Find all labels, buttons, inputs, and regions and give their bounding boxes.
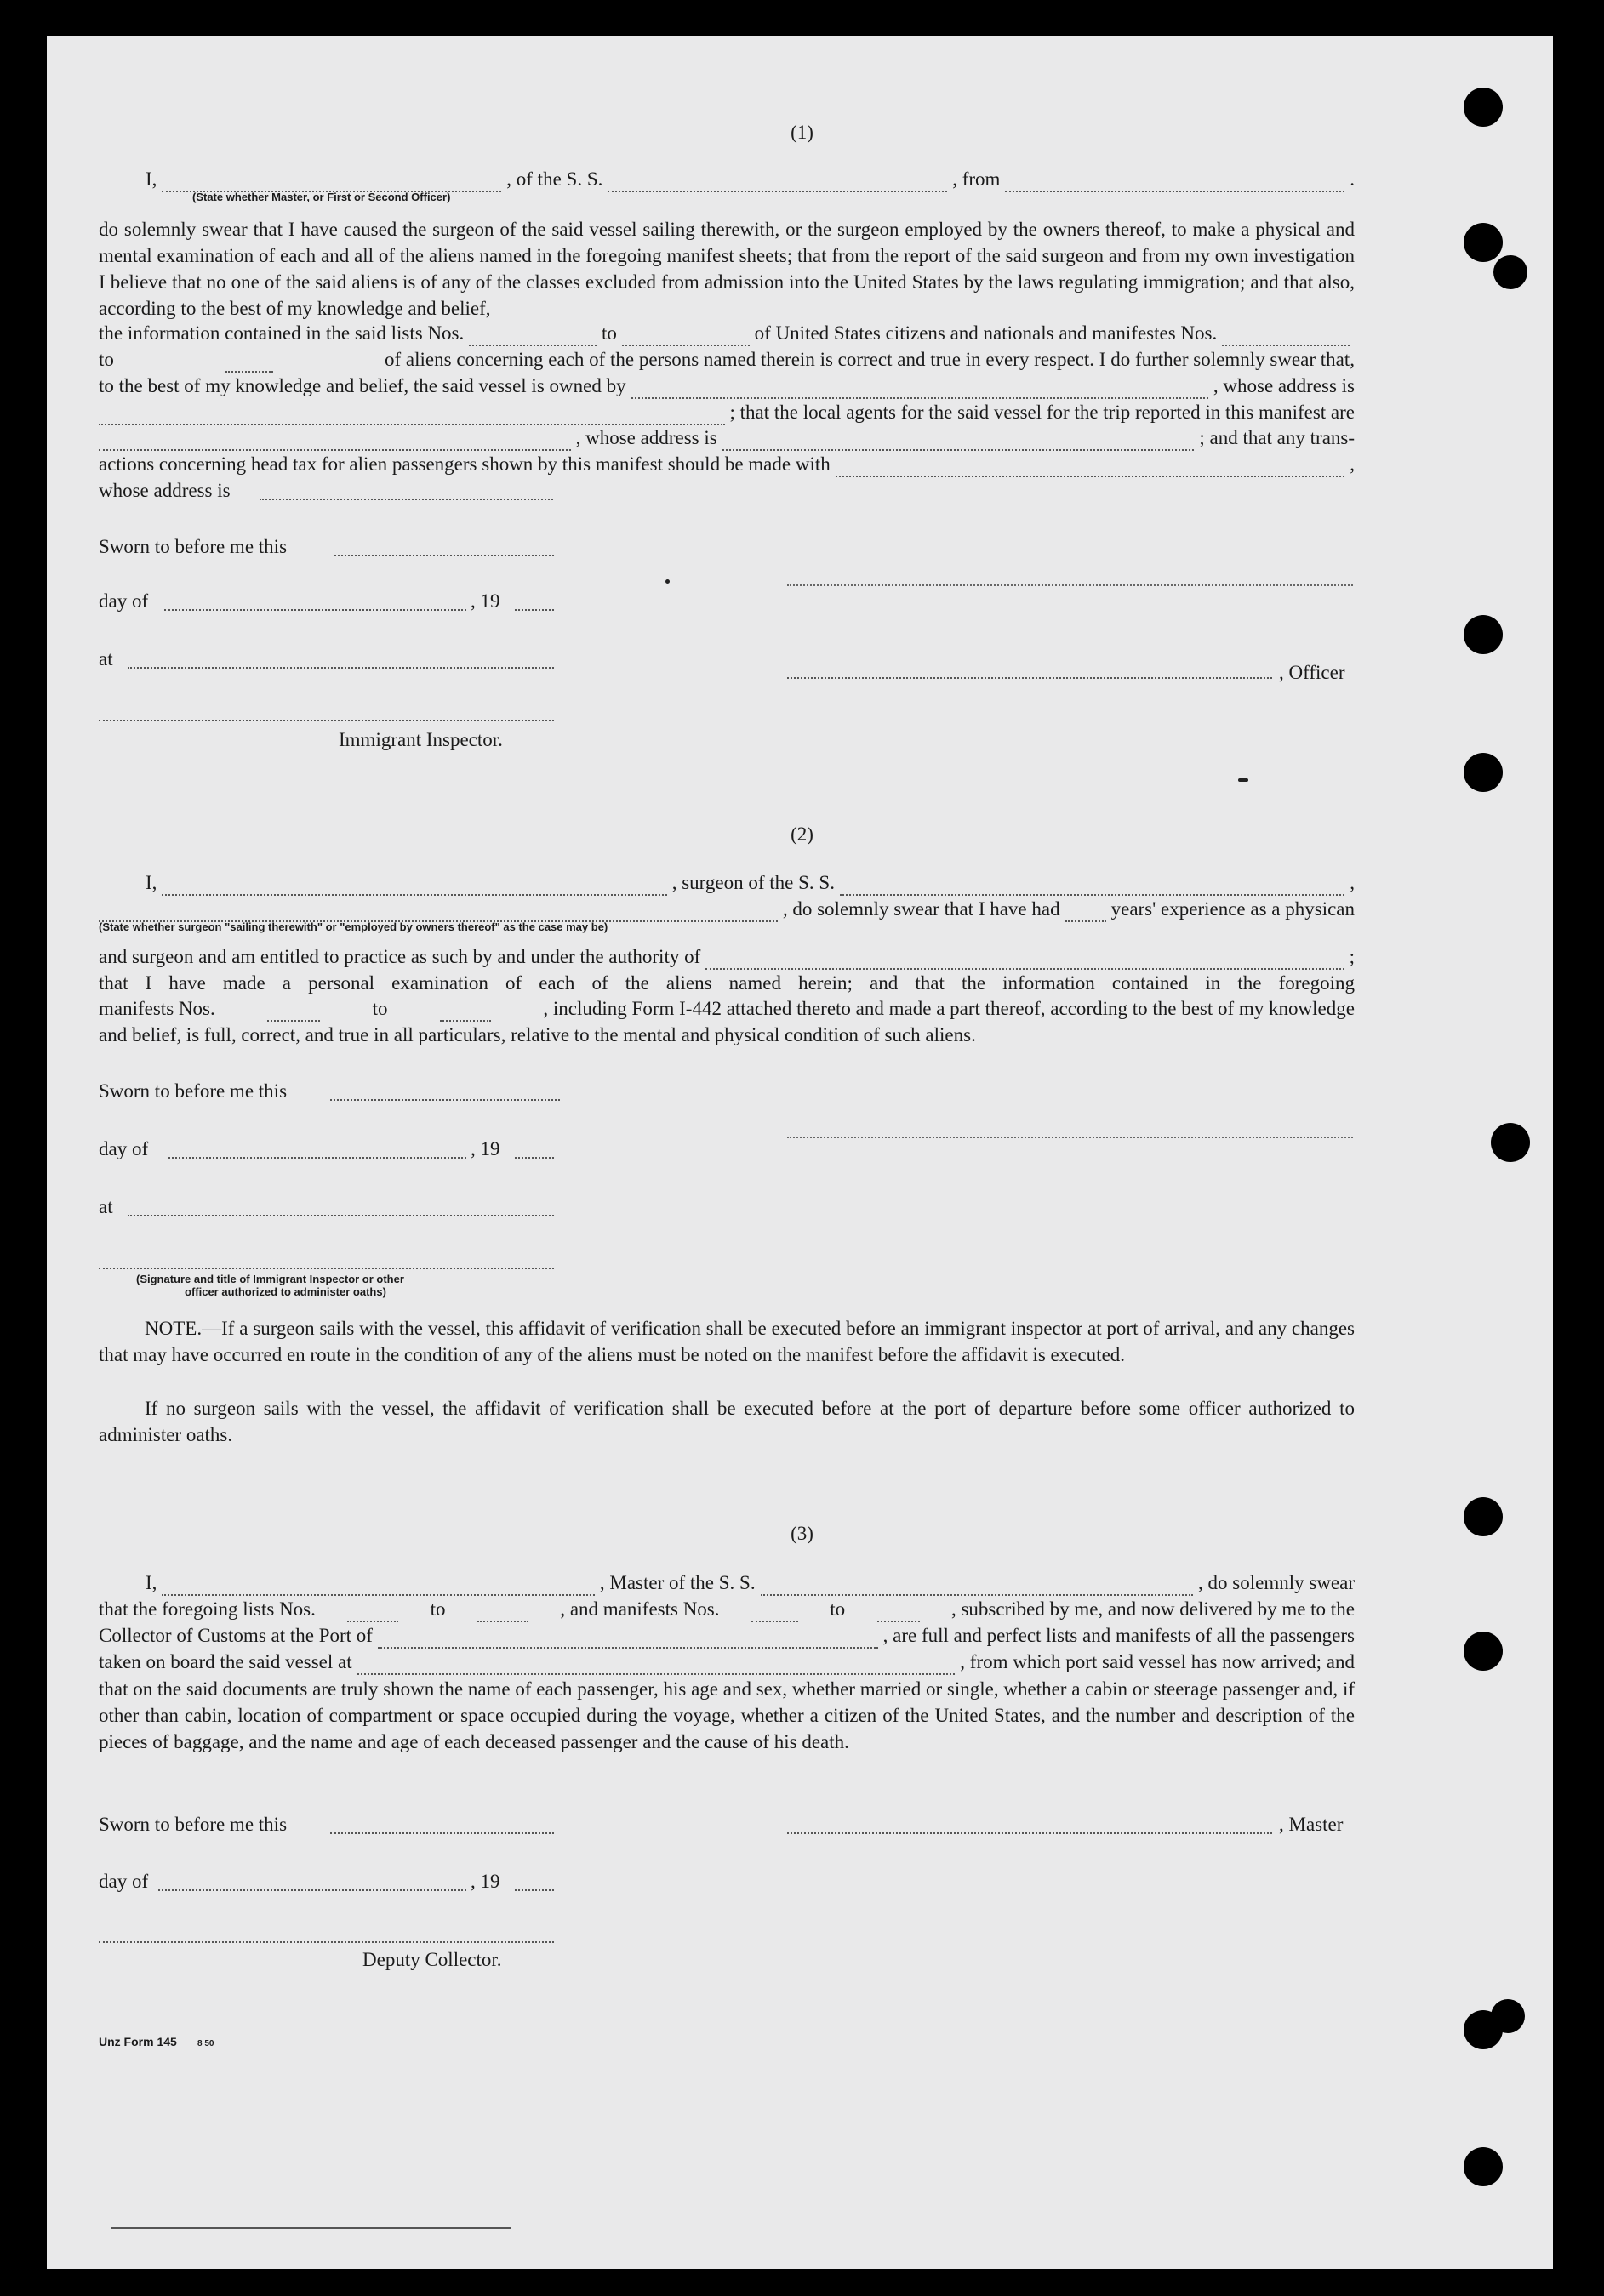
section3-line2 <box>99 1597 1355 1622</box>
surgeon-signature-line[interactable] <box>787 1137 1353 1138</box>
label: . <box>1350 168 1356 190</box>
label: to <box>99 349 114 370</box>
year-field[interactable] <box>515 609 554 611</box>
speck <box>1238 778 1248 782</box>
section2-line1 <box>99 870 1355 896</box>
at-place-field[interactable] <box>128 667 554 669</box>
label: , surgeon of the S. S. <box>671 872 835 893</box>
signature-note: officer authorized to administer oaths) <box>185 1285 386 1298</box>
officer-rank-field[interactable] <box>162 174 501 192</box>
label: , from <box>952 168 1001 190</box>
section2-manifests-line <box>99 996 1355 1022</box>
vessel-name-field[interactable] <box>840 877 1344 896</box>
surgeon-status-field[interactable] <box>99 903 778 922</box>
manifests-from-field[interactable] <box>267 1003 320 1022</box>
vessel-name-field[interactable] <box>608 174 947 192</box>
manifests-to-field[interactable] <box>225 354 273 373</box>
label: , including Form I-442 attached thereto and made a part thereof, according to the best of my knowledge <box>543 998 1355 1019</box>
section2-number: (2) <box>791 823 813 845</box>
day-month-field[interactable] <box>168 1157 466 1159</box>
punch-hole <box>1491 1123 1530 1162</box>
from-port-field[interactable] <box>1005 174 1344 192</box>
punch-hole <box>1491 1999 1525 2033</box>
sworn-label: Sworn to before me this <box>99 1080 288 1102</box>
section1-paragraph: do solemnly swear that I have caused the surgeon of the said vessel sailing therewith, or the surgeon employed by the owners thereof, to make a physical and mental examination of each and all of the aliens named in the foregoing manifest sheets; that from the report of the said surgeon and from my own investigation I believe that no one of the said aliens is of any of the classes excluded from admission into the United States by the laws regulating immigration; and that also, according to the best of my knowledge and belief, <box>99 219 1355 319</box>
note-paragraph: If no surgeon sails with the vessel, the affidavit of verification shall be executed before at the port of departure before some officer authorized to administer oaths. <box>99 1398 1355 1445</box>
label: , whose address is <box>1213 375 1355 396</box>
officer-signature-line[interactable] <box>787 584 1353 586</box>
boarding-port-field[interactable] <box>357 1656 956 1675</box>
speck <box>665 579 670 584</box>
authority-field[interactable] <box>705 951 1344 970</box>
collector-signature-field[interactable] <box>99 1941 554 1943</box>
dayof-label: day of <box>99 590 149 612</box>
bottom-rule <box>111 2227 511 2229</box>
section1-owned-line <box>99 373 1355 399</box>
label: I, <box>146 872 157 893</box>
inspector-signature-field[interactable] <box>99 1268 554 1269</box>
master-label: , Master <box>1279 1814 1344 1835</box>
deputy-label: Deputy Collector. <box>362 1949 502 1970</box>
section2-line2 <box>99 897 1355 922</box>
lists-from-field[interactable] <box>469 328 597 346</box>
form-number: Unz Form 145 <box>99 2035 177 2048</box>
inspector-label: Immigrant Inspector. <box>339 729 503 750</box>
label: of aliens concerning each of the persons named therein is correct and true in every respect. I do further solemnly swear that, <box>385 349 1355 370</box>
officer-rank-note: (State whether Master, or First or Second Officer) <box>192 191 451 203</box>
headtax-contact-field[interactable] <box>836 459 1345 477</box>
section1-agents-line <box>99 400 1355 425</box>
port-field[interactable] <box>378 1630 878 1649</box>
label: that the foregoing lists Nos. <box>99 1598 316 1620</box>
year-field[interactable] <box>515 1157 554 1159</box>
section3-paragraph: that on the said documents are truly shown the name of each passenger, his age and sex, whether married or single, whether a cabin or steerage passenger and, if other than cabin, location of compartment or space occupied during the voyage, whether a citizen of the United States, and the number and description of the pieces of baggage, and the name and age of each deceased passenger and the cause of his death. <box>99 1678 1355 1752</box>
section1-to-line <box>99 347 1355 373</box>
sworn-date-field[interactable] <box>334 555 554 556</box>
section1-headtax-line <box>99 452 1355 477</box>
agents-address-field[interactable] <box>722 432 1195 451</box>
year-field[interactable] <box>515 1889 554 1891</box>
year-label: , 19 <box>471 1138 500 1159</box>
at-place-field[interactable] <box>128 1215 554 1216</box>
day-month-field[interactable] <box>158 1889 466 1891</box>
dayof-label: day of <box>99 1138 149 1159</box>
lists-from-field[interactable] <box>347 1604 398 1622</box>
label: , Master of the S. S. <box>599 1572 756 1593</box>
years-experience-field[interactable] <box>1065 903 1106 922</box>
label: , from which port said vessel has now arrived; and <box>960 1651 1355 1672</box>
punch-hole <box>1464 2147 1503 2186</box>
inspector-signature-field[interactable] <box>99 720 554 721</box>
label: , are full and perfect lists and manifests of all the passengers <box>882 1625 1355 1646</box>
note-paragraph: NOTE.—If a surgeon sails with the vessel, this affidavit of verification shall be executed before an immigrant inspector at port of arrival, and any changes that may have occurred en route in the condition of any of the aliens must be noted on the manifest before the affidavit is executed. <box>99 1318 1355 1365</box>
section3-line3 <box>99 1623 1355 1649</box>
surgeon-name-field[interactable] <box>162 877 666 896</box>
section3-line1 <box>99 1570 1355 1596</box>
section1-agents-address-line <box>99 425 1355 451</box>
label: the information contained in the said lists Nos. <box>99 322 465 344</box>
label: , <box>1350 453 1355 475</box>
surgeon-status-note: (State whether surgeon "sailing therewith" or "employed by owners thereof" as the case may be) <box>99 920 608 933</box>
label: to <box>830 1598 846 1620</box>
manifests-to-field[interactable] <box>877 1604 920 1622</box>
headtax-address-field[interactable] <box>260 499 553 500</box>
section1-number: (1) <box>791 122 813 143</box>
officer-name-field[interactable] <box>787 677 1272 679</box>
signature-note: (Signature and title of Immigrant Inspector or other <box>136 1273 404 1285</box>
label: whose address is <box>99 480 231 501</box>
sworn-date-field[interactable] <box>330 1832 554 1834</box>
section3-line4 <box>99 1649 1355 1675</box>
label: to <box>372 998 388 1019</box>
label: of United States citizens and nationals and manifestes Nos. <box>754 322 1218 344</box>
vessel-name-field[interactable] <box>761 1577 1193 1596</box>
punch-hole <box>1464 615 1503 654</box>
label: manifests Nos. <box>99 998 215 1019</box>
punch-hole <box>1464 753 1503 792</box>
label: Collector of Customs at the Port of <box>99 1625 373 1646</box>
punch-hole <box>1464 223 1503 262</box>
year-label: , 19 <box>471 1871 500 1892</box>
sworn-date-field[interactable] <box>330 1099 560 1101</box>
label: to the best of my knowledge and belief, the said vessel is owned by <box>99 375 626 396</box>
section2-paragraph-end: and belief, is full, correct, and true in all particulars, relative to the mental and physical condition of such aliens. <box>99 1024 976 1045</box>
label: , of the S. S. <box>506 168 603 190</box>
label: and surgeon and am entitled to practice as such by and under the authority of <box>99 946 701 967</box>
punch-hole <box>1493 255 1527 289</box>
sworn-label: Sworn to before me this <box>99 536 288 557</box>
owner-field[interactable] <box>631 380 1208 399</box>
label: to <box>602 322 617 344</box>
sworn-label: Sworn to before me this <box>99 1814 288 1835</box>
agents-field[interactable] <box>99 432 571 451</box>
label: , do solemnly swear that I have had <box>782 898 1060 920</box>
section2-authority-line <box>99 944 1355 970</box>
dayof-label: day of <box>99 1871 149 1892</box>
year-label: , 19 <box>471 590 500 612</box>
manifests-to-field[interactable] <box>440 1003 491 1022</box>
label: to <box>430 1598 446 1620</box>
label: ; that the local agents for the said vessel for the trip reported in this manifest are <box>729 402 1355 423</box>
at-label: at <box>99 1196 113 1217</box>
master-name-field[interactable] <box>162 1577 594 1596</box>
at-label: at <box>99 648 113 669</box>
punch-hole <box>1464 1632 1503 1671</box>
label: , do solemnly swear <box>1198 1572 1356 1593</box>
label: , subscribed by me, and now delivered by me to the <box>950 1598 1355 1620</box>
section2-paragraph: that I have made a personal examination of each of the aliens named herein; and that the information contained in the foregoing <box>99 972 1355 994</box>
section3-number: (3) <box>791 1523 813 1544</box>
label: I, <box>146 1572 157 1593</box>
label: , and manifests Nos. <box>560 1598 720 1620</box>
label: , whose address is <box>575 427 717 448</box>
label: , <box>1350 872 1356 893</box>
owner-address-field[interactable] <box>99 407 725 425</box>
master-signature-field[interactable] <box>787 1832 1272 1834</box>
label: I, <box>146 168 157 190</box>
manifests-from-field[interactable] <box>751 1604 798 1622</box>
label: ; <box>1349 946 1355 967</box>
lists-to-field[interactable] <box>477 1604 528 1622</box>
label: years' experience as a physican <box>1110 898 1355 920</box>
manifests-from-field[interactable] <box>1222 328 1350 346</box>
day-month-field[interactable] <box>164 609 466 611</box>
form-code: 8 50 <box>197 2039 214 2048</box>
section1-lists-line <box>99 321 1355 346</box>
label: ; and that any trans- <box>1199 427 1356 448</box>
label: taken on board the said vessel at <box>99 1651 352 1672</box>
label: actions concerning head tax for alien passengers shown by this manifest should be made with <box>99 453 831 475</box>
section1-line1 <box>99 167 1355 192</box>
officer-label: , Officer <box>1279 662 1345 683</box>
lists-to-field[interactable] <box>622 328 750 346</box>
